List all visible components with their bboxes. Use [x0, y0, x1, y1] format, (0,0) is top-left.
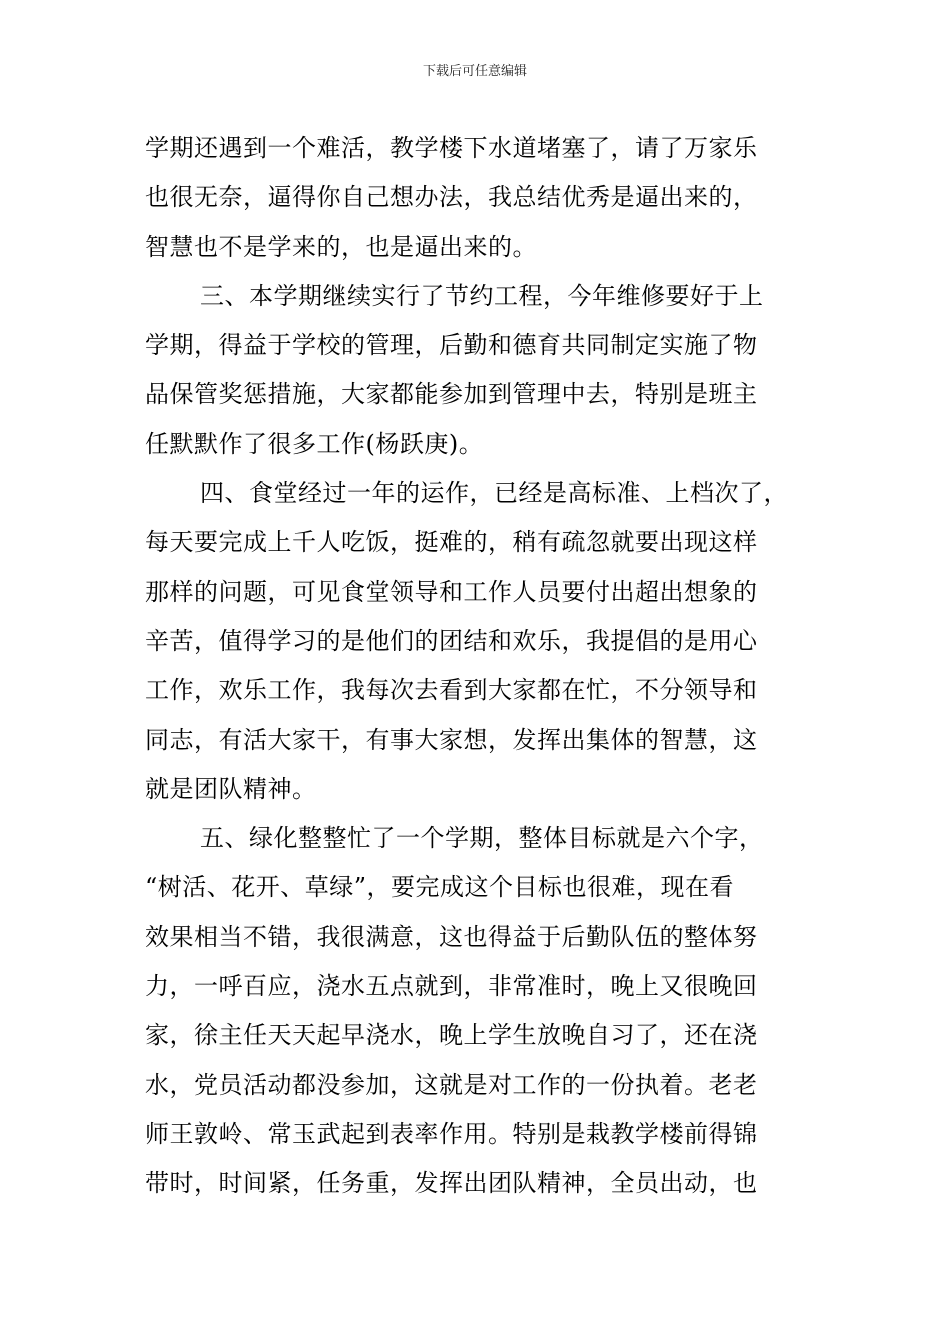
text-line: 就是团队精神。 — [145, 774, 317, 803]
text-line: 智慧也不是学来的，也是逼出来的。 — [145, 232, 537, 261]
text-line: 水，党员活动都没参加，这就是对工作的一份执着。老老 — [145, 1070, 758, 1099]
text-line: 效果相当不错，我很满意，这也得益于后勤队伍的整体努 — [145, 922, 758, 951]
text-line: 工作，欢乐工作，我每次去看到大家都在忙，不分领导和 — [145, 676, 758, 705]
document-body — [145, 124, 825, 1209]
text-line: 学期还遇到一个难活，教学楼下水道堵塞了，请了万家乐 — [145, 134, 758, 162]
text-line: 任默默作了很多工作(杨跃庚)。 — [145, 429, 484, 458]
text-line: “树活、花开、草绿”，要完成这个目标也很难，现在看 — [145, 873, 735, 902]
text-line: 也很无奈，逼得你自己想办法，我总结优秀是逼出来的， — [145, 183, 758, 212]
text-line: 学期，得益于学校的管理，后勤和德育共同制定实施了物 — [145, 331, 758, 360]
text-line: 每天要完成上千人吃饭，挺难的，稍有疏忽就要出现这样 — [145, 528, 758, 557]
paragraph-start-line: 四、食堂经过一年的运作，已经是高标准、上档次了， — [200, 479, 788, 508]
paragraph-start-line: 三、本学期继续实行了节约工程，今年维修要好于上 — [200, 281, 764, 310]
page-header: 下载后可任意编辑 — [422, 64, 527, 79]
text-line: 品保管奖惩措施，大家都能参加到管理中去，特别是班主 — [145, 380, 758, 409]
text-line: 那样的问题，可见食堂领导和工作人员要付出超出想象的 — [145, 577, 758, 606]
text-line: 带时，时间紧，任务重，发挥出团队精神，全员出动，也 — [145, 1169, 758, 1198]
text-line: 同志，有活大家干，有事大家想，发挥出集体的智慧，这 — [145, 725, 758, 754]
text-line: 师王敦岭、常玉武起到表率作用。特别是栽教学楼前得锦 — [145, 1119, 758, 1148]
text-line: 辛苦，值得学习的是他们的团结和欢乐，我提倡的是用心 — [145, 626, 758, 655]
paragraph-start-line: 五、绿化整整忙了一个学期，整体目标就是六个字， — [200, 824, 764, 853]
text-line: 家，徐主任天天起早浇水，晚上学生放晚自习了，还在浇 — [145, 1021, 758, 1050]
text-line: 力，一呼百应，浇水五点就到，非常准时，晚上又很晚回 — [145, 972, 758, 1001]
